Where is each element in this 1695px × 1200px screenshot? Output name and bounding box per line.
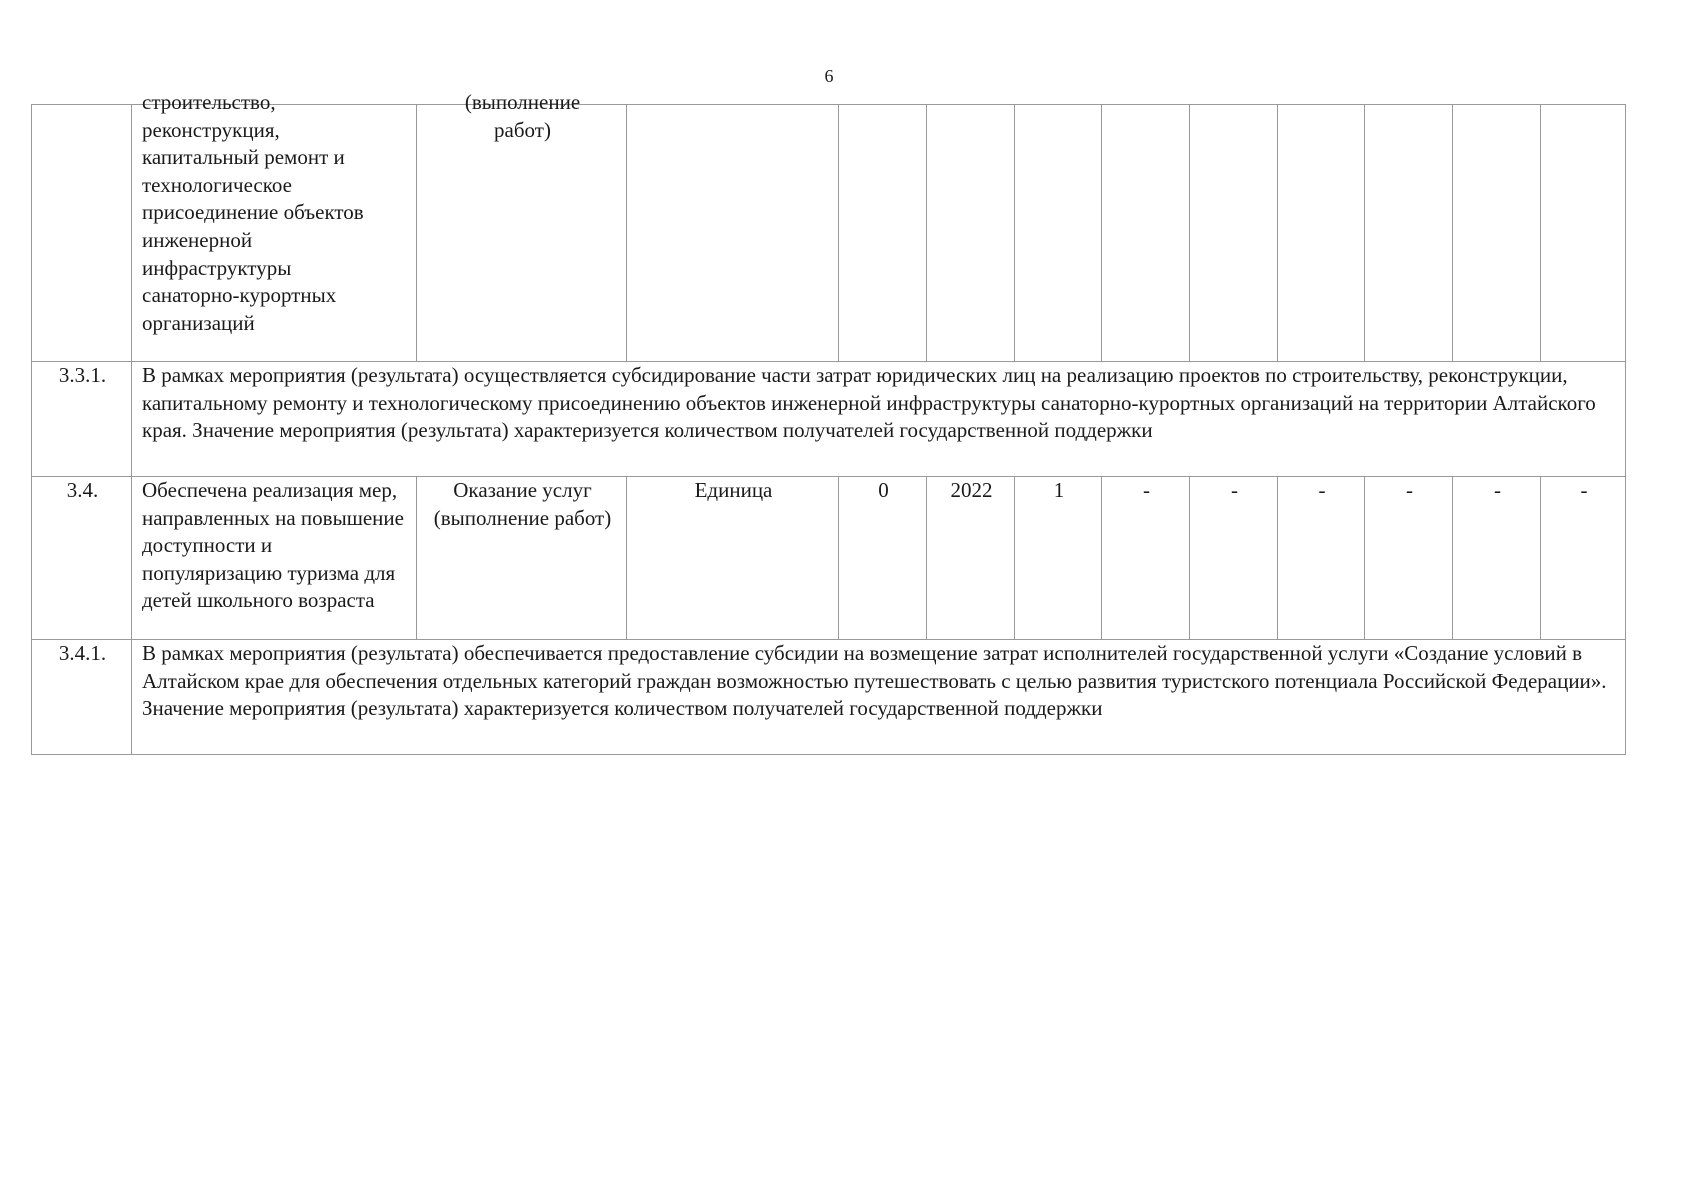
- cell-name: [132, 90, 417, 362]
- row-number: 3.4.1.: [32, 640, 132, 755]
- value-cell: -: [1190, 477, 1278, 640]
- cell-base-value: [839, 105, 927, 362]
- value-cell: -: [1102, 477, 1190, 640]
- cell-value: [1278, 105, 1365, 362]
- row-number: 3.3.1.: [32, 362, 132, 477]
- cell-value: [1015, 105, 1102, 362]
- result-name: Обеспечена реализация мер, направленных на повышение доступности и популяризацию туризма для детей школьного возраста: [132, 477, 417, 640]
- cell-num: [32, 105, 132, 362]
- results-table: [31, 90, 1626, 755]
- base-year: 2022: [927, 477, 1015, 640]
- page-number: 6: [824, 66, 834, 86]
- value-cell: -: [1541, 477, 1626, 640]
- cell-value: [1453, 105, 1541, 362]
- value-cell: -: [1278, 477, 1365, 640]
- cell-value: [1102, 105, 1190, 362]
- unit: Единица: [627, 477, 839, 640]
- table-row-description: [32, 362, 1626, 477]
- cell-type: [417, 90, 627, 362]
- description-text: В рамках мероприятия (результата) обеспечивается предоставление субсидии на возмещение затрат исполнителей государственной услуги «Создание условий в Алтайском крае для обеспечения отдельных категорий граждан возможностью путешествовать с целью развития туристского потенциала Российской Федерации». Значение мероприятия (результата) характеризуется количеством получателей государственной поддержки: [132, 640, 1626, 755]
- cell-value: [1190, 105, 1278, 362]
- cell-value: [1365, 105, 1453, 362]
- table-row-result: [32, 477, 1626, 640]
- result-type-continuation: (выполнение работ): [464, 90, 581, 142]
- result-type: Оказание услуг (выполнение работ): [417, 477, 627, 640]
- result-name-continuation: строительство, реконструкция, капитальный ремонт и технологическое присоединение объектов инженерной инфраструктуры санаторно-курортных организаций: [142, 90, 364, 335]
- value-cell: 1: [1015, 477, 1102, 640]
- table-row-description: [32, 640, 1626, 755]
- cell-value: [1541, 105, 1626, 362]
- description-text: В рамках мероприятия (результата) осуществляется субсидирование части затрат юридических лиц на реализацию проектов по строительству, реконструкции, капитальному ремонту и технологическому присоединению объектов инженерной инфраструктуры санаторно-курортных организаций на территории Алтайского края. Значение мероприятия (результата) характеризуется количеством получателей государственной поддержки: [132, 362, 1626, 477]
- value-cell: -: [1453, 477, 1541, 640]
- base-value: 0: [839, 477, 927, 640]
- table-row-continuation: [32, 105, 1626, 362]
- value-cell: -: [1365, 477, 1453, 640]
- cell-base-year: [927, 105, 1015, 362]
- row-number: 3.4.: [32, 477, 132, 640]
- cell-unit: [627, 105, 839, 362]
